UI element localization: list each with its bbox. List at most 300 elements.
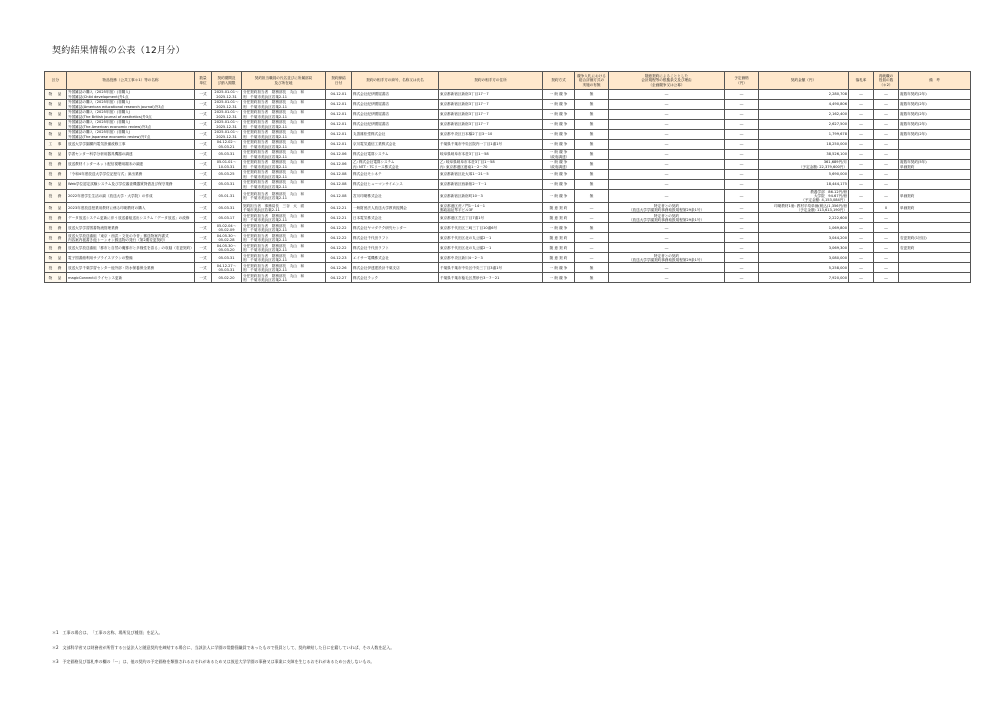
- table-cell: 東京都新宿区新宿町10－3: [439, 190, 543, 203]
- table-cell: ―: [874, 170, 899, 180]
- table-cell: 一式: [195, 150, 212, 160]
- table-cell: 東京都新宿区新宿3丁目17－7: [439, 100, 543, 110]
- table-header: [45, 72, 971, 90]
- table-cell: ―: [725, 223, 759, 233]
- table-cell: 随 意 契 約: [543, 253, 575, 263]
- table-cell: 2,627,500: [759, 120, 849, 130]
- table-row: [45, 190, 971, 203]
- table-cell: ―: [874, 90, 899, 100]
- table-cell: 1,799,678: [759, 130, 849, 140]
- footnotes: [52, 631, 394, 675]
- table-row: [45, 223, 971, 233]
- table-cell: 05.02.20: [212, 273, 242, 283]
- table-cell: 04.12.22: [326, 243, 352, 253]
- table-cell: ―: [849, 110, 874, 120]
- table-cell: 東京都新宿区新宿3丁目17－7: [439, 90, 543, 100]
- table-cell: 一 般 競 争: [543, 120, 575, 130]
- table-row: [45, 213, 971, 223]
- column-header: 契約期間及 び納入期限: [212, 72, 242, 90]
- table-cell: 複数年契約(5年) 単価契約: [899, 160, 971, 170]
- table-cell: 一式: [195, 213, 212, 223]
- table-cell: ―: [575, 213, 609, 223]
- table-cell: ―: [849, 130, 874, 140]
- table-cell: 株式会社ラック: [352, 273, 439, 283]
- table-cell: 物 品: [45, 253, 67, 263]
- table-cell: 物 品: [45, 273, 67, 283]
- table-cell: 0: [874, 203, 899, 213]
- footnote-1: ＊1 工事の場合は、「工事の名称、場所及び種別」を記入。: [52, 630, 163, 635]
- table-cell: 一 般 競 争: [543, 263, 575, 273]
- table-cell: ―: [575, 203, 609, 213]
- table-cell: [899, 150, 971, 160]
- table-cell: 04.12.01: [326, 110, 352, 120]
- table-cell: 変更契約(1回目): [899, 233, 971, 243]
- table-cell: 外国雑誌の購入（2025年版）(非購入) 外国雑誌(Child development)外1点: [67, 90, 195, 100]
- table-cell: ―: [725, 100, 759, 110]
- table-cell: 04.12.21: [326, 213, 352, 223]
- table-cell: ―: [725, 170, 759, 180]
- table-cell: [899, 253, 971, 263]
- table-cell: 361,689円/月 （予定金額: 22,379,600円）: [759, 160, 849, 170]
- table-cell: [899, 180, 971, 190]
- table-cell: ―: [849, 190, 874, 203]
- table-cell: ―: [609, 130, 725, 140]
- table-cell: 随 意 契 約: [543, 243, 575, 253]
- table-cell: 放送教材インターネット配信視聴用端末の調達: [67, 160, 195, 170]
- table-row: [45, 180, 971, 190]
- table-cell: 分任契約担当者 財務部長 丸山 和 则 千葉市美浜区若葉2-11: [242, 273, 326, 283]
- table-row: [45, 110, 971, 120]
- column-header: 契約方式: [543, 72, 575, 90]
- column-header: 区分: [45, 72, 67, 90]
- table-cell: 東京都港区虎ノ門1－14－1 郵政福祉琴平ビル3F: [439, 203, 543, 213]
- table-cell: 一式: [195, 243, 212, 253]
- table-cell: ―: [874, 223, 899, 233]
- table-cell: 分任契約担当者 財務部長 丸山 和 则 千葉市美浜区若葉2-11: [242, 243, 326, 253]
- table-cell: ―: [849, 180, 874, 190]
- column-header: 契約締結 日付: [326, 72, 352, 90]
- table-cell: 物 品: [45, 150, 67, 160]
- table-cell: ―: [874, 180, 899, 190]
- table-cell: 放送大学学園構内電気設備改修工事: [67, 140, 195, 150]
- table-cell: 04.12.08: [326, 170, 352, 180]
- table-cell: ―: [575, 243, 609, 253]
- table-cell: [899, 223, 971, 233]
- table-cell: 4,490,806: [759, 100, 849, 110]
- table-cell: ―: [849, 263, 874, 273]
- table-cell: 無: [575, 100, 609, 110]
- table-cell: ―: [725, 160, 759, 170]
- table-cell: 分任契約担当者 財務部長 丸山 和 则 千葉市美浜区若葉2-11: [242, 120, 326, 130]
- table-cell: 分任契約担当者 財務部長 丸山 和 则 千葉市美浜区若葉2-11: [242, 233, 326, 243]
- column-header: 備 考: [899, 72, 971, 90]
- column-header: 再就職の 役員の数 （＊2）: [874, 72, 899, 90]
- table-cell: ―: [725, 180, 759, 190]
- table-cell: 7,920,000: [759, 273, 849, 283]
- column-header: 契約の相手方の住所: [439, 72, 543, 90]
- table-cell: 分任契約担当者 財務部長 丸山 和 则 千葉市美浜区若葉2-11: [242, 190, 326, 203]
- table-cell: 印刷教材1冊: 教材平均単価(税込)1,356円/冊 （予定金額: 113,613,190円）: [759, 203, 849, 213]
- table-cell: 放送大学放送番組「東京・西武・文化の今昔」郵送物案内書式 内容案内板書き他トーンオン郵送物の発行（第2期変更契約）: [67, 233, 195, 243]
- table-cell: 04.12.27～ 05.03.31: [212, 263, 242, 273]
- table-cell: ―: [849, 223, 874, 233]
- column-header: 契約担当職員の氏名並びに所属部局 及び所在地: [242, 72, 326, 90]
- column-header: 契約金額（円）: [759, 72, 849, 90]
- table-cell: 放送大学学習図書物流管理業務: [67, 223, 195, 233]
- table-cell: 東京都新宿区北大塚1－21－5: [439, 170, 543, 180]
- page-title: 契約結果情報の公表（12月分）: [52, 46, 185, 56]
- table-cell: [899, 213, 971, 223]
- table-cell: 5,258,000: [759, 263, 849, 273]
- table-cell: 変更契約: [899, 243, 971, 253]
- table-cell: 05.02.04～ 05.02.09: [212, 223, 242, 233]
- table-cell: ―: [725, 90, 759, 100]
- table-cell: ―: [874, 273, 899, 283]
- table-cell: 複数年契約(2年): [899, 130, 971, 140]
- table-cell: 一式: [195, 203, 212, 213]
- table-cell: 分任契約担当者 財務部長 丸山 和 则 千葉市美浜区若葉2-11: [242, 180, 326, 190]
- table-cell: 一 般 競 争: [543, 190, 575, 203]
- table-cell: 04.12.23: [326, 253, 352, 263]
- table-cell: ―: [874, 130, 899, 140]
- table-cell: 日本電気株式会社: [352, 213, 439, 223]
- table-cell: 一 般 競 争 （政府調達）: [543, 160, 575, 170]
- column-header: 契約の相手方の商号、名称又は氏名: [352, 72, 439, 90]
- table-cell: 04.12.01: [326, 140, 352, 150]
- table-cell: ―: [609, 170, 725, 180]
- table-cell: 04.12.08: [326, 190, 352, 203]
- table-cell: 04.12.27: [326, 273, 352, 283]
- table-cell: 分任契約担当者 財務部長 丸山 和 则 千葉市美浜区若葉2-11: [242, 223, 326, 233]
- table-cell: ―: [874, 150, 899, 160]
- table-cell: 05.03.31: [212, 203, 242, 213]
- table-cell: 特定者との契約 （放送大学学園契約事務取扱規程第29条1号）: [609, 253, 725, 263]
- table-cell: 株式会社ヒューマンサイエンス: [352, 180, 439, 190]
- table-cell: 05.03.25: [212, 170, 242, 180]
- footnote-2: ＊2 文部科学省又は財務省が所管する公益法人と随意契約を締結する場合に、当該法人に学園の常勤役職員であったもので役員として、契約締結した日に在籍していれば、その人数を記入。: [52, 644, 395, 650]
- table-cell: 東京都新宿区新宿3丁目17－7: [439, 110, 543, 120]
- table-row: [45, 170, 971, 180]
- table-cell: 分任契約担当者 財務部長 丸山 和 则 千葉市美浜区若葉2-11: [242, 140, 326, 150]
- table-cell: 2,222,600: [759, 213, 849, 223]
- table-cell: 学習センター科学分析用器具機器の調達: [67, 150, 195, 160]
- table-cell: ―: [874, 243, 899, 253]
- table-cell: 単価契約: [899, 190, 971, 203]
- table-cell: ―: [725, 130, 759, 140]
- table-cell: ―: [725, 213, 759, 223]
- table-cell: 無: [575, 110, 609, 120]
- table-cell: 2022年度学生生活の調（放送大学・大学院）の作成: [67, 190, 195, 203]
- table-cell: ―: [725, 243, 759, 253]
- table-cell: 2025.01.01～ 2025.12.31: [212, 120, 242, 130]
- table-cell: ―: [874, 110, 899, 120]
- table-row: [45, 130, 971, 140]
- table-cell: ―: [849, 170, 874, 180]
- table-cell: 18,250,000: [759, 140, 849, 150]
- table-cell: 一式: [195, 130, 212, 140]
- table-cell: 分任契約担当者 財務部長 丸山 和 则 千葉市美浜区若葉2-11: [242, 90, 326, 100]
- table-cell: ―: [874, 263, 899, 273]
- table-cell: [899, 263, 971, 273]
- table-cell: 「令和4年度放送大学学位記授与式」演出業務: [67, 170, 195, 180]
- table-cell: 物 品: [45, 90, 67, 100]
- table-cell: ―: [874, 100, 899, 110]
- table-cell: ―: [609, 263, 725, 273]
- table-cell: 無: [575, 160, 609, 170]
- table-cell: 株式会社ヤマダテク研究センター: [352, 223, 439, 233]
- table-cell: 一般財団法人放送大学教育振興会: [352, 203, 439, 213]
- table-cell: 電子図書館利用サブライスプランの整備: [67, 253, 195, 263]
- table-cell: 無: [575, 223, 609, 233]
- footnote-3: ＊3 予定価格及び落札率の欄の「ー」は、他の契約の予定価格を類推されるおそれがあるため又は放送大学学園の事務又は事業に支障を生じるおそれがあるため公表しないもの。: [52, 659, 375, 664]
- table-cell: 随 意 契 約: [543, 213, 575, 223]
- table-cell: 3,080,000: [759, 253, 849, 263]
- table-cell: 株式会社モシネテ: [352, 170, 439, 180]
- table-cell: 東京都千代田区北の丸公園2－1: [439, 233, 543, 243]
- table-cell: 一式: [195, 233, 212, 243]
- table-cell: ―: [725, 203, 759, 213]
- table-cell: ―: [609, 223, 725, 233]
- column-header: 随意契約によることとした 会計規程等の根拠条文及び理由 （企画競争又は公募）: [609, 72, 725, 90]
- table-cell: ―: [849, 100, 874, 110]
- table-cell: 一式: [195, 110, 212, 120]
- table-cell: 一 般 競 争: [543, 130, 575, 140]
- table-cell: 一式: [195, 160, 212, 170]
- table-cell: 一 般 競 争: [543, 100, 575, 110]
- table-cell: 04.12.06: [326, 150, 352, 160]
- table-cell: 38,526,100: [759, 150, 849, 160]
- table-cell: 一 般 競 争: [543, 223, 575, 233]
- table-cell: 一式: [195, 263, 212, 273]
- table-cell: 04.12.26: [326, 263, 352, 273]
- table-cell: 無: [575, 170, 609, 180]
- contract-results-table: [44, 71, 971, 283]
- table-cell: 一 般 競 争: [543, 170, 575, 180]
- table-cell: 複数年契約(2年): [899, 90, 971, 100]
- table-body: [45, 90, 971, 283]
- table-cell: 特定者との契約 （放送大学学園契約事務取扱規程第29条1号）: [609, 203, 725, 213]
- table-cell: 放送大学千葉学習センター他外部・防水保養保全業務: [67, 263, 195, 273]
- table-cell: 無: [575, 190, 609, 203]
- table-row: [45, 160, 971, 170]
- column-header: 物品役務（公共工事＊1）等の名称: [67, 72, 195, 90]
- column-header: 落札率: [849, 72, 874, 90]
- table-cell: 2025.01.01～ 2025.12.31: [212, 130, 242, 140]
- table-cell: ―: [849, 160, 874, 170]
- table-cell: 東京都中央区新川4－2－3: [439, 253, 543, 263]
- table-cell: 物 品: [45, 130, 67, 140]
- table-cell: 一式: [195, 170, 212, 180]
- table-cell: 物 品: [45, 100, 67, 110]
- table-cell: 役 務: [45, 223, 67, 233]
- table-cell: ―: [609, 243, 725, 253]
- table-cell: 役 務: [45, 190, 67, 203]
- table-cell: 物 品: [45, 203, 67, 213]
- table-cell: 株式会社千代田ラフト: [352, 243, 439, 253]
- table-cell: ―: [575, 233, 609, 243]
- table-cell: 乙: 岐阜県岐阜市本荘3丁目1－58 丙: 東京都港区港南1－2－70: [439, 160, 543, 170]
- table-cell: ―: [849, 243, 874, 253]
- table-cell: 3,044,200: [759, 233, 849, 243]
- table-cell: 一 般 競 争: [543, 273, 575, 283]
- column-header: 競争入札における 総合評価方式の 実施の有無: [575, 72, 609, 90]
- table-cell: ―: [874, 190, 899, 203]
- table-cell: 05.01.31: [212, 190, 242, 203]
- table-cell: 分任契約担当者 財務部長 丸山 和 则 千葉市美浜区若葉2-11: [242, 150, 326, 160]
- table-cell: 放送大学放送番組「都市と自然の魔都市と多様性を語る」の収録（変更契約）: [67, 243, 195, 253]
- table-cell: ―: [725, 110, 759, 120]
- table-cell: 外国雑誌の購入（2025年版）(非購入) 外国雑誌(The American economic review)外3点: [67, 120, 195, 130]
- table-cell: magicConnectのライセンス更新: [67, 273, 195, 283]
- table-cell: 無: [575, 263, 609, 273]
- table-cell: ―: [725, 150, 759, 160]
- table-cell: ―: [725, 263, 759, 273]
- table-cell: 無: [575, 273, 609, 283]
- table-cell: 特定者との契約 （放送大学学園契約事務取扱規程第29条1号）: [609, 213, 725, 223]
- table-cell: ―: [725, 190, 759, 203]
- table-cell: ―: [849, 273, 874, 283]
- table-cell: 株式会社紀伊國屋書店: [352, 120, 439, 130]
- column-header: 数量 単位: [195, 72, 212, 90]
- table-cell: ―: [609, 273, 725, 283]
- table-cell: 外国雑誌の購入（2025年版）(非購入) 外国雑誌(The British journal of aesthetics)外3点: [67, 110, 195, 120]
- table-cell: ―: [849, 150, 874, 160]
- table-cell: ―: [849, 253, 874, 263]
- table-cell: 2025.01.01～ 2025.12.31: [212, 90, 242, 100]
- column-header: 予定価格 （円）: [725, 72, 759, 90]
- table-cell: 株式会社千代田ラフト: [352, 233, 439, 243]
- table-cell: 04.12.08: [326, 180, 352, 190]
- table-cell: 一 般 競 争: [543, 90, 575, 100]
- table-cell: 一式: [195, 120, 212, 130]
- table-cell: 宮川印刷株式会社: [352, 190, 439, 203]
- table-cell: ―: [725, 253, 759, 263]
- table-cell: ―: [874, 120, 899, 130]
- table-cell: 丸善雄松堂株式会社: [352, 130, 439, 140]
- table-cell: 一式: [195, 190, 212, 203]
- table-cell: 岐阜県岐阜市本荘3丁目1－58: [439, 150, 543, 160]
- table-cell: 3,069,300: [759, 243, 849, 253]
- table-row: [45, 233, 971, 243]
- table-cell: 役 務: [45, 213, 67, 223]
- table-cell: 工 事: [45, 140, 67, 150]
- table-row: [45, 140, 971, 150]
- table-row: [45, 90, 971, 100]
- table-cell: 分任契約担当者 財務部長 丸山 和 则 千葉市美浜区若葉2-11: [242, 170, 326, 180]
- table-cell: 一 般 競 争: [543, 180, 575, 190]
- table-cell: 東京都千代田区三崎三丁目10番6号: [439, 223, 543, 233]
- table-cell: 04.12.22: [326, 223, 352, 233]
- table-cell: 東京都新宿区新宿3丁目17－7: [439, 120, 543, 130]
- table-cell: 役 務: [45, 233, 67, 243]
- table-cell: 分任契約担当者 財務部長 丸山 和 则 千葉市美浜区若葉2-11: [242, 213, 326, 223]
- table-cell: ―: [725, 233, 759, 243]
- table-cell: 一式: [195, 273, 212, 283]
- table-cell: ―: [849, 233, 874, 243]
- table-cell: Web学位認定試験システム及び学位審査機器賃貸借及び保守業務: [67, 180, 195, 190]
- table-cell: 05.01.01～ 10.03.31: [212, 160, 242, 170]
- table-cell: エイサー電機株式会社: [352, 253, 439, 263]
- table-cell: ―: [849, 140, 874, 150]
- table-cell: 複数年契約(2年): [899, 120, 971, 130]
- table-cell: ―: [874, 253, 899, 263]
- table-cell: 分任契約担当者 財務部長 丸山 和 则 千葉市美浜区若葉2-11: [242, 253, 326, 263]
- table-cell: 無: [575, 150, 609, 160]
- table-cell: 一式: [195, 140, 212, 150]
- table-cell: 無: [575, 140, 609, 150]
- table-cell: 株式会社電算システム: [352, 150, 439, 160]
- table-cell: ―: [874, 233, 899, 243]
- table-cell: ―: [849, 203, 874, 213]
- table-cell: ―: [609, 140, 725, 150]
- table-cell: 単価契約: [899, 203, 971, 213]
- table-cell: 株式会社紀伊國屋書店: [352, 100, 439, 110]
- table-cell: 05.03.31: [212, 180, 242, 190]
- table-cell: 1,069,800: [759, 223, 849, 233]
- table-cell: 物 品: [45, 110, 67, 120]
- table-cell: 2025.01.01～ 2025.12.31: [212, 100, 242, 110]
- table-cell: 物 品: [45, 120, 67, 130]
- table-cell: ―: [849, 120, 874, 130]
- table-cell: ―: [609, 150, 725, 160]
- table-cell: 04.12.22: [326, 233, 352, 243]
- table-cell: 役 務: [45, 160, 67, 170]
- table-cell: 一 般 競 争: [543, 110, 575, 120]
- table-cell: 05.03.31: [212, 150, 242, 160]
- table-cell: ―: [609, 110, 725, 120]
- table-cell: 千葉県千葉市中央区院内一丁目1番1号: [439, 140, 543, 150]
- table-cell: 分任契約担当者 財務部長 丸山 和 则 千葉市美浜区若葉2-11: [242, 160, 326, 170]
- table-cell: ―: [609, 180, 725, 190]
- table-cell: 2023年度放送授業用教材に係る印刷教材の購入: [67, 203, 195, 213]
- table-cell: 役 務: [45, 263, 67, 273]
- table-cell: 教養学部 86.12円/冊 大学院 94.67円/冊 （予定金額: 4,153,084円）: [759, 190, 849, 203]
- table-cell: 一 般 競 争 （政府調達）: [543, 150, 575, 160]
- table-cell: 04.12.21: [326, 203, 352, 213]
- table-cell: ―: [609, 160, 725, 170]
- table-cell: 外国雑誌の購入（2025年版）(非購入) 外国雑誌(American educational research journal)外3点: [67, 100, 195, 110]
- table-cell: 04.12.01: [326, 100, 352, 110]
- table-cell: ―: [609, 190, 725, 203]
- table-cell: 東京都中央区日本橋2丁目3－10: [439, 130, 543, 140]
- table-cell: 東京都新宿区西新宿2－7－1: [439, 180, 543, 190]
- table-cell: 分任契約担当者 財務部長 丸山 和 则 千葉市美浜区若葉2-11: [242, 263, 326, 273]
- table-cell: 一式: [195, 90, 212, 100]
- table-cell: 無: [575, 120, 609, 130]
- table-cell: 物 品: [45, 180, 67, 190]
- table-cell: 役 務: [45, 170, 67, 180]
- table-cell: 18,444,175: [759, 180, 849, 190]
- table-cell: 一式: [195, 180, 212, 190]
- table-cell: 一式: [195, 100, 212, 110]
- table-cell: 分任契約担当者 財務部長 丸山 和 则 千葉市美浜区若葉2-11: [242, 110, 326, 120]
- table-cell: 東京都港区芝五丁目7番1号: [439, 213, 543, 223]
- table-cell: 随 意 契 約: [543, 233, 575, 243]
- table-cell: ―: [849, 213, 874, 223]
- table-cell: 無: [575, 90, 609, 100]
- table-cell: 05.03.31: [212, 253, 242, 263]
- table-cell: ―: [609, 120, 725, 130]
- table-cell: ―: [874, 213, 899, 223]
- table-cell: ―: [575, 253, 609, 263]
- table-cell: 外国雑誌の購入（2025年版）(非購入) 外国雑誌(The Japanese economic review)外7点: [67, 130, 195, 140]
- table-cell: 一式: [195, 253, 212, 263]
- table-cell: 04.12.06: [326, 160, 352, 170]
- table-cell: [899, 273, 971, 283]
- table-cell: ―: [725, 273, 759, 283]
- table-cell: 一式: [195, 223, 212, 233]
- table-cell: 無: [575, 130, 609, 140]
